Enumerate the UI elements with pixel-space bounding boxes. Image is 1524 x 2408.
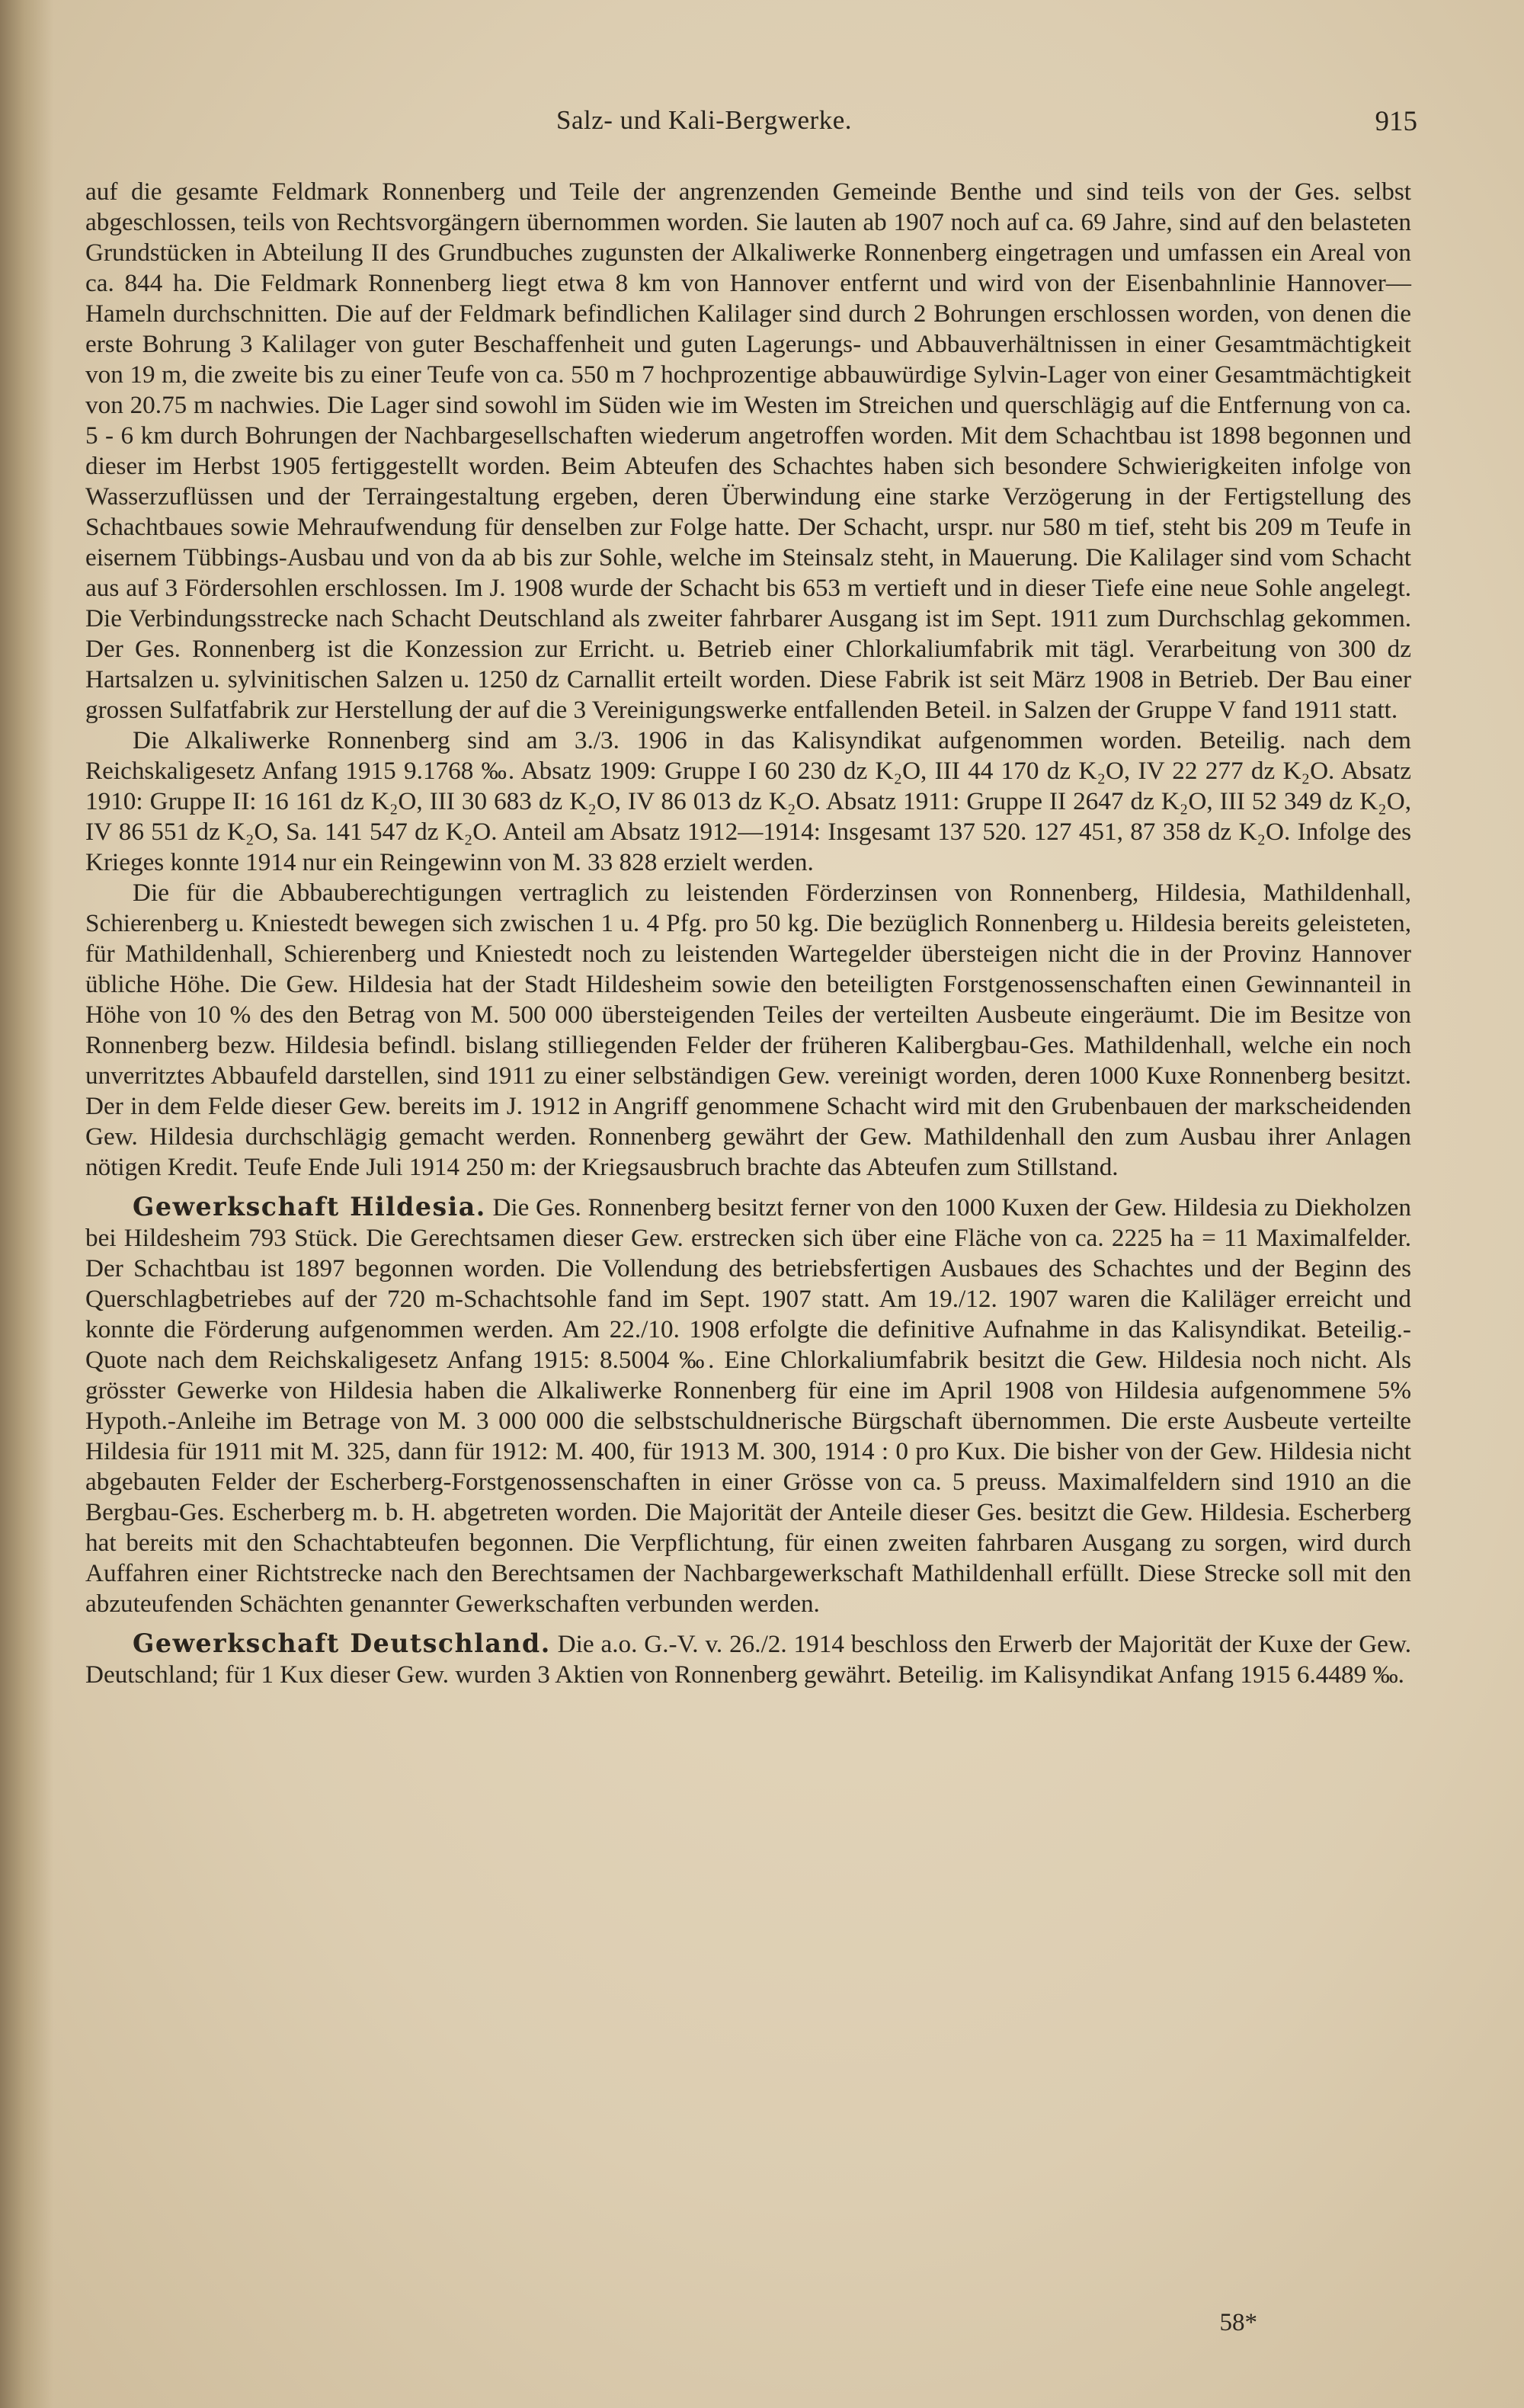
paragraph-kalisyndikat: Die Alkaliwerke Ronnenberg sind am 3./3. 1906 in das Kalisyndikat aufgenommen worden. Beteilig. nach dem Reichskaligesetz Anfang 1915 9.1768 ‰. Absatz 1909: Gruppe I 60 230 dz K₂O, III 44 170 dz K₂O, IV 22 277 dz K₂O. Absatz 1910: Gruppe II: 16 161 dz K₂O, III 30 683 dz K₂O, IV 86 013 dz K₂O. Absatz 1911: Gruppe II 2647 dz K₂O, III 52 349 dz K₂O, IV 86 551 dz K₂O, Sa. 141 547 dz K₂O. Anteil am Absatz 1912—1914: Insgesamt 137 520. 127 451, 87 358 dz K₂O. Infolge des Krieges konnte 1914 nur ein Reingewinn von M. 33 828 erzielt werden. <box>85 726 1411 876</box>
section-hildesia <box>85 1192 1411 1619</box>
section-deutschland <box>85 1628 1411 1690</box>
section-heading-hildesia: Gewerkschaft Hildesia. <box>133 1192 486 1222</box>
page-number: 915 <box>1375 106 1417 137</box>
section-text-deutschland: Die a.o. G.-V. v. 26./2. 1914 beschloss den Erwerb der Majorität der Kuxe der Gew. Deutschland; für 1 Kux dieser Gew. wurden 3 Aktien von Ronnenberg gewährt. Beteilig. im Kalisyndikat Anfang 1915 6.4489 ‰. <box>85 1630 1412 1689</box>
paragraph-ronnenberg-fields: auf die gesamte Feldmark Ronnenberg und Teile der angrenzenden Gemeinde Benthe und sind teils von der Ges. selbst abgeschlossen, teils von Rechtsvorgängern übernommen worden. Sie lauten ab 1907 noch auf ca. 69 Jahre, sind auf den belasteten Grundstücken in Abteilung II des Grundbuches zugunsten der Alkaliwerke Ronnenberg eingetragen und umfassen ein Areal von ca. 844 ha. Die Feldmark Ronnenberg liegt etwa 8 km von Hannover entfernt und wird von der Eisenbahnlinie Hannover—Hameln durchschnitten. Die auf der Feldmark befindlichen Kalilager sind durch 2 Bohrungen erschlossen worden, von denen die erste Bohrung 3 Kalilager von guter Beschaffenheit und guten Lagerungs- und Abbauverhältnissen in einer Gesamtmächtigkeit von 19 m, die zweite bis zu einer Teufe von ca. 550 m 7 hochprozentige abbauwürdige Sylvin-Lager von einer Gesamtmächtigkeit von 20.75 m nachwies. Die Lager sind sowohl im Süden wie im Westen im Streichen und querschlägig auf die Entfernung von ca. 5 - 6 km durch Bohrungen der Nachbargesellschaften wiederum angetroffen worden. Mit dem Schachtbau ist 1898 begonnen und dieser im Herbst 1905 fertiggestellt worden. Beim Abteufen des Schachtes haben sich besondere Schwierigkeiten infolge von Wasserzuflüssen und der Terraingestaltung ergeben, deren Überwindung eine starke Verzögerung in der Fertigstellung des Schachtbaues sowie Mehraufwendung für denselben zur Folge hatte. Der Schacht, urspr. nur 580 m tief, steht bis 209 m Teufe in eisernem Tübbings-Ausbau und von da ab bis zur Sohle, welche im Steinsalz steht, in Mauerung. Die Kalilager sind vom Schacht aus auf 3 Fördersohlen erschlossen. Im J. 1908 wurde der Schacht bis 653 m vertieft und in dieser Tiefe eine neue Sohle angelegt. Die Verbindungsstrecke nach Schacht Deutschland als zweiter fahrbarer Ausgang ist im Sept. 1911 zum Durchschlag gekommen. Der Ges. Ronnenberg ist die Konzession zur Erricht. u. Betrieb einer Chlorkaliumfabrik mit tägl. Verarbeitung von 300 dz Hartsalzen u. sylvinitischen Salzen u. 1250 dz Carnallit erteilt worden. Diese Fabrik ist seit März 1908 in Betrieb. Der Bau einer grossen Sulfatfabrik zur Herstellung der auf die 3 Vereinigungswerke entfallenden Beteil. in Salzen der Gruppe V fand 1911 statt. <box>85 178 1411 724</box>
signature-mark: 58* <box>1219 2309 1257 2336</box>
paragraph-foerderzinsen: Die für die Abbauberechtigungen vertraglich zu leistenden Förderzinsen von Ronnenberg, Hildesia, Mathildenhall, Schierenberg u. Kniestedt bewegen sich zwischen 1 u. 4 Pfg. pro 50 kg. Die bezüglich Ronnenberg u. Hildesia bereits geleisteten, für Mathildenhall, Schierenberg und Kniestedt noch zu leistenden Wartegelder übersteigen nicht die in der Provinz Hannover übliche Höhe. Die Gew. Hildesia hat der Stadt Hildesheim sowie den beteiligten Forstgenossenschaften einen Gewinnanteil in Höhe von 10 % des den Betrag von M. 500 000 übersteigenden Teiles der verteilten Ausbeute eingeräumt. Die im Besitze von Ronnenberg bezw. Hildesia befindl. bislang stilliegenden Felder der früheren Kalibergbau-Ges. Mathildenhall, welche ein noch unverritztes Abbaufeld darstellen, sind 1911 zu einer selbständigen Gew. vereinigt worden, deren 1000 Kuxe Ronnenberg besitzt. Der in dem Felde dieser Gew. bereits im J. 1912 in Angriff genommene Schacht wird mit den Grubenbauen der markscheidenden Gew. Hildesia durchschlägig gemacht werden. Ronnenberg gewährt der Gew. Mathildenhall den zum Ausbau ihrer Anlagen nötigen Kredit. Teufe Ende Juli 1914 250 m: der Kriegsausbruch brachte das Abteufen zum Stillstand. <box>85 879 1411 1181</box>
body-text <box>85 177 1411 1690</box>
section-heading-deutschland: Gewerkschaft Deutschland. <box>133 1628 551 1658</box>
page-header <box>0 105 1524 143</box>
book-spine-shadow <box>0 0 53 2408</box>
running-title: Salz- und Kali-Bergwerke. <box>556 105 852 135</box>
section-text-hildesia: Die Ges. Ronnenberg besitzt ferner von den 1000 Kuxen der Gew. Hildesia zu Diekholzen bei Hildesheim 793 Stück. Die Gerechtsamen dieser Gew. erstrecken sich über eine Fläche von ca. 2225 ha = 11 Maximalfelder. Der Schachtbau ist 1897 begonnen worden. Die Vollendung des betriebsfertigen Ausbaues des Schachtes und der Beginn des Querschlagbetriebes auf der 720 m-Schachtsohle fand im Sept. 1907 statt. Am 19./12. 1907 waren die Kaliläger erreicht und konnte die Förderung aufgenommen werden. Am 22./10. 1908 erfolgte die definitive Aufnahme in das Kalisyndikat. Beteilig.-Quote nach dem Reichskaligesetz Anfang 1915: 8.5004 ‰. Eine Chlorkaliumfabrik besitzt die Gew. Hildesia noch nicht. Als grösster Gewerke von Hildesia haben die Alkaliwerke Ronnenberg für eine im April 1908 von Hildesia aufgenommene 5% Hypoth.-Anleihe im Betrage von M. 3 000 000 die selbstschuldnerische Bürgschaft übernommen. Die erste Ausbeute verteilte Hildesia für 1911 mit M. 325, dann für 1912: M. 400, für 1913 M. 300, 1914 : 0 pro Kux. Die bisher von der Gew. Hildesia nicht abgebauten Felder der Escherberg-Forstgenossenschaften in einer Grösse von ca. 5 preuss. Maximalfeldern sind 1910 an die Bergbau-Ges. Escherberg m. b. H. abgetreten worden. Die Majorität der Anteile dieser Ges. besitzt die Gew. Hildesia. Escherberg hat bereits mit den Schachtabteufen begonnen. Die Verpflichtung, für einen zweiten fahrbaren Ausgang zu sorgen, wird durch Auffahren einer Richtstrecke nach den Berechtsamen der Nachbargewerkschaft Mathildenhall erfüllt. Diese Strecke soll mit den abzuteufenden Schächten genannter Gewerkschaften verbunden werden. <box>85 1193 1412 1618</box>
